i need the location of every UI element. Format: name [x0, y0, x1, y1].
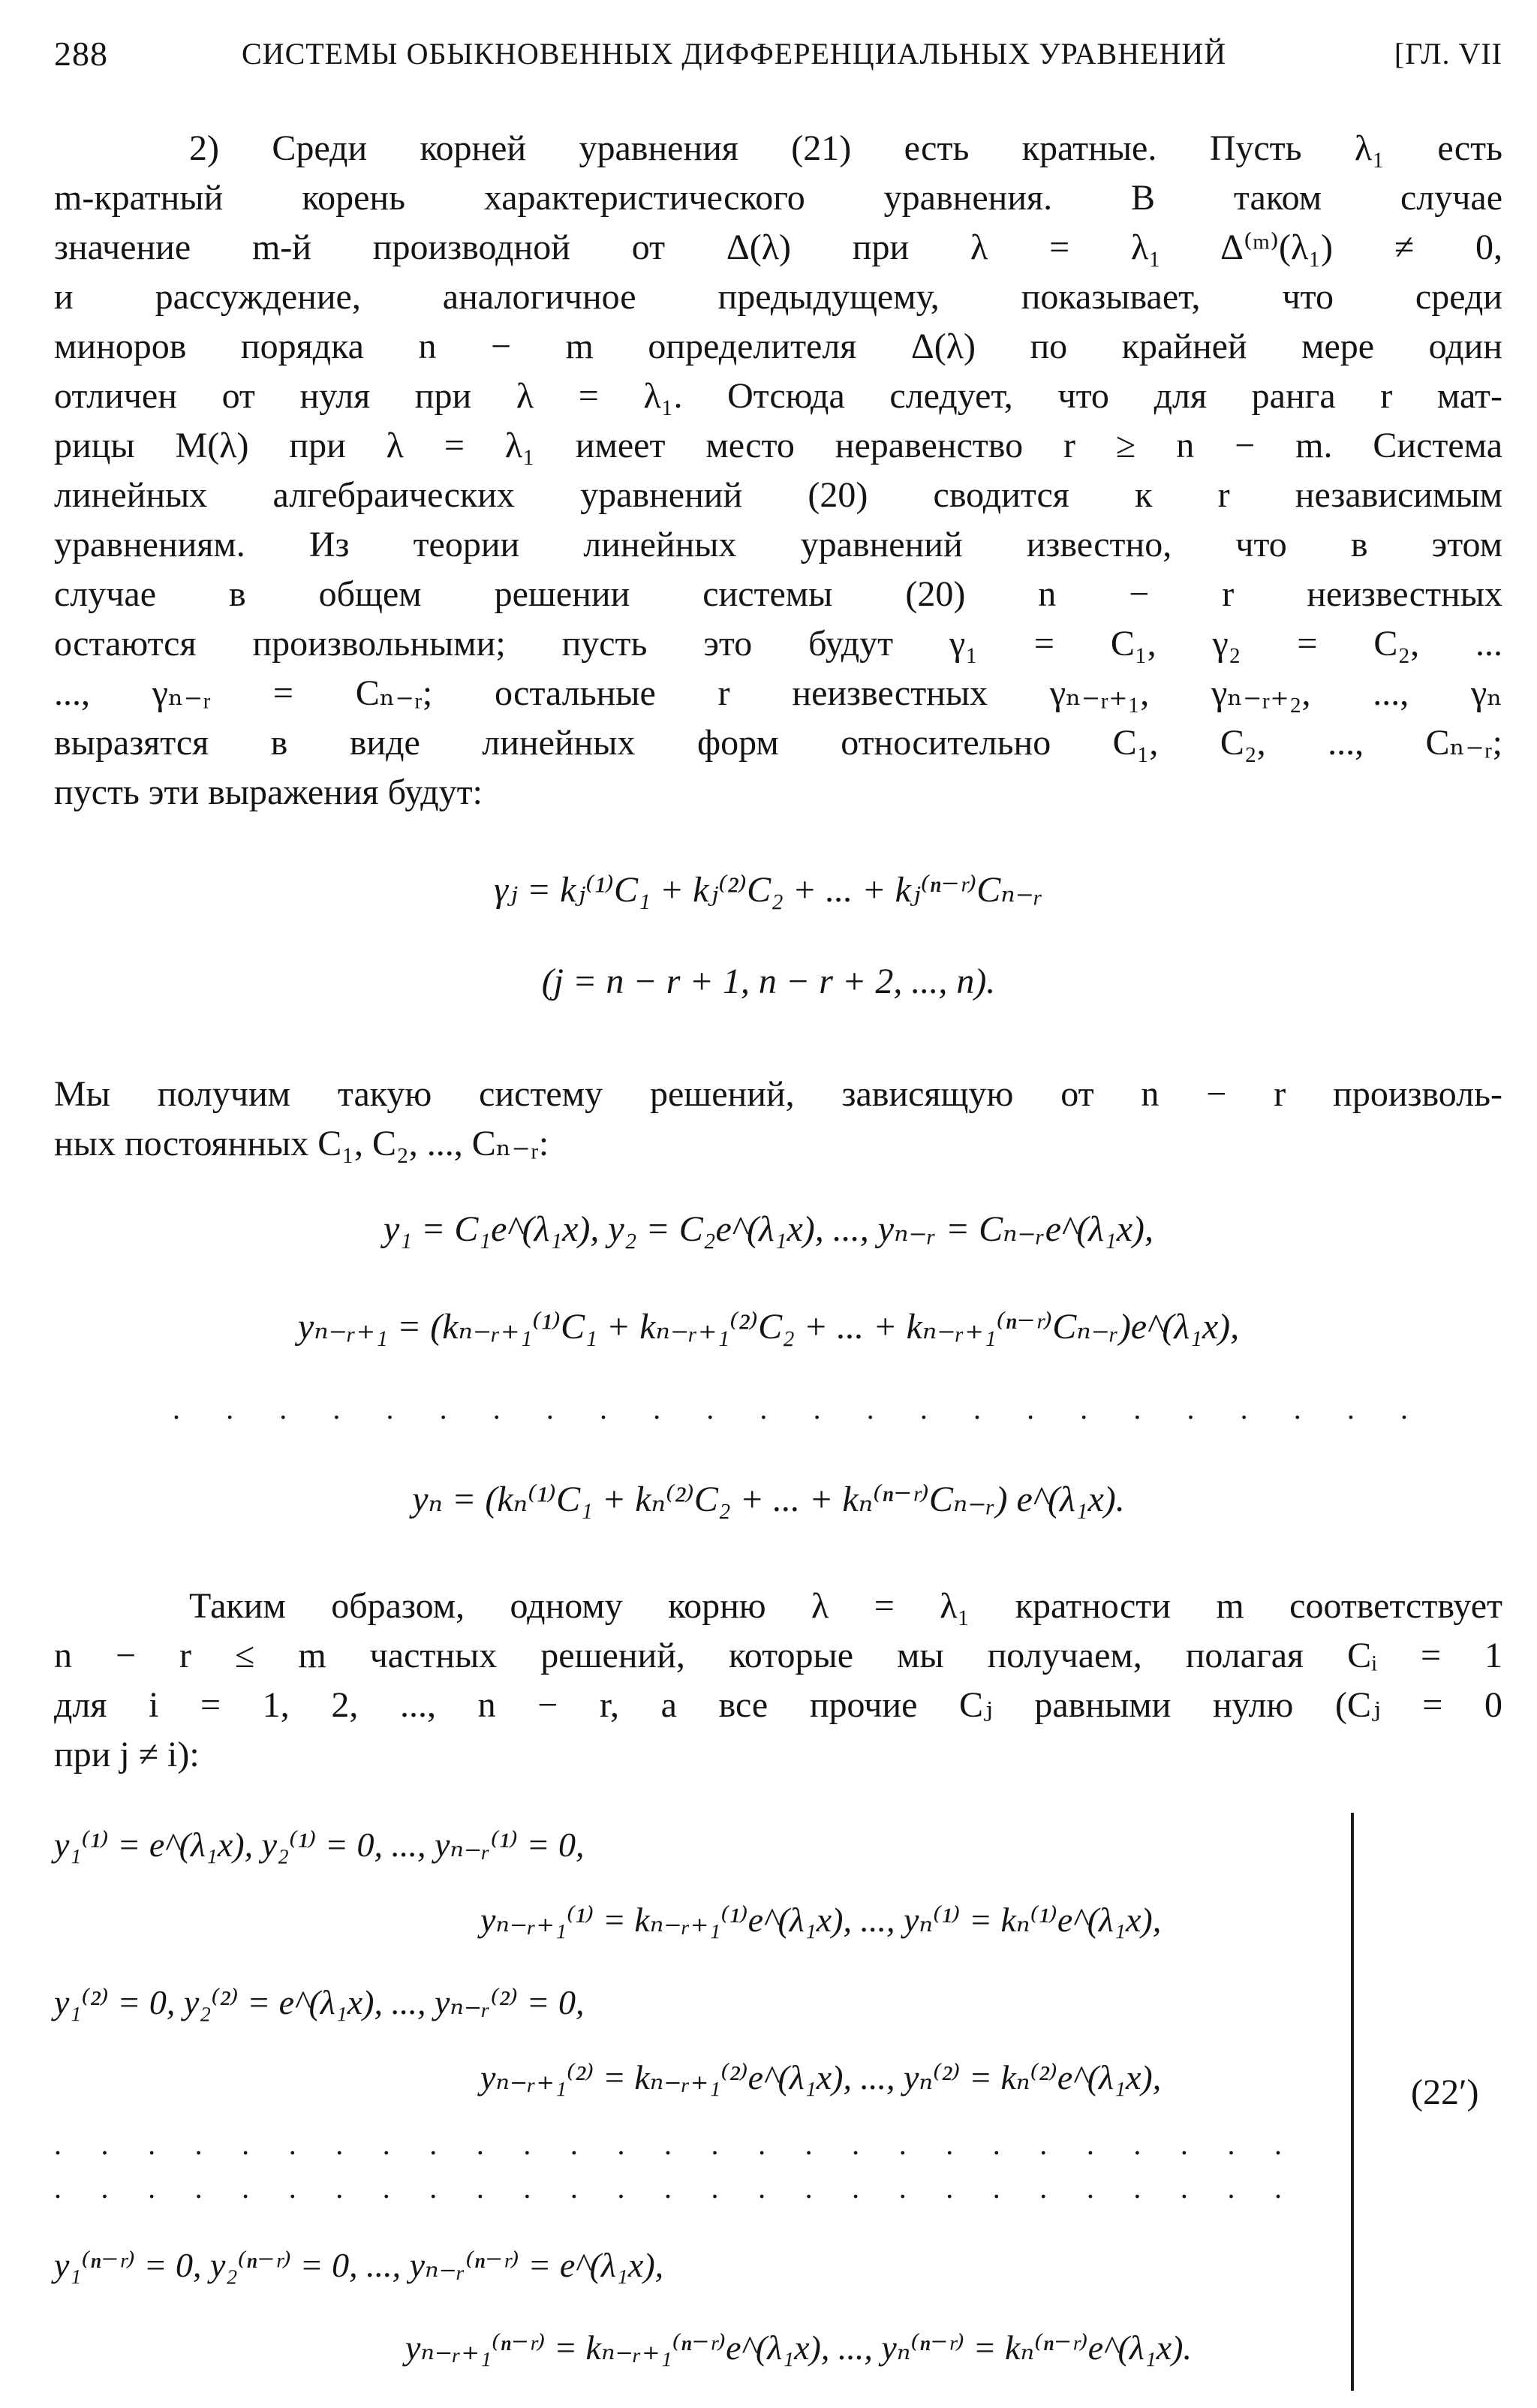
formula-line: yₙ₋ᵣ₊₁⁽²⁾ = kₙ₋ᵣ₊₁⁽²⁾e^(λ₁x), ..., yₙ⁽²⁾ = kₙ⁽²⁾e^(λ₁x),: [480, 2058, 1162, 2096]
text-line: ных постоянных C₁, C₂, ..., Cₙ₋ᵣ:: [54, 1124, 549, 1163]
formula-line: (j = n − r + 1, n − r + 2, ..., n).: [541, 962, 996, 1001]
formula-line: y₁⁽²⁾ = 0, y₂⁽²⁾ = e^(λ₁x), ..., yₙ₋ᵣ⁽²⁾ = 0,: [54, 1983, 585, 2021]
formula-line: yₙ = (kₙ⁽¹⁾C₁ + kₙ⁽²⁾C₂ + ... + kₙ⁽ⁿ⁻ʳ⁾Cₙ₋ᵣ) e^(λ₁x).: [412, 1479, 1125, 1519]
text-line: при j ≠ i):: [54, 1735, 200, 1774]
formula-line: y₁⁽ⁿ⁻ʳ⁾ = 0, y₂⁽ⁿ⁻ʳ⁾ = 0, ..., yₙ₋ᵣ⁽ⁿ⁻ʳ⁾ = e^(λ₁x),: [54, 2246, 664, 2284]
formula-line: y₁⁽¹⁾ = e^(λ₁x), y₂⁽¹⁾ = 0, ..., yₙ₋ᵣ⁽¹⁾ = 0,: [54, 1826, 585, 1864]
ellipsis-row: . . . . . . . . . . . . . . . . . . . . . . . . . . .: [54, 2171, 1285, 2205]
system-brace: [1351, 1813, 1354, 2391]
text-line: пусть эти выражения будут:: [54, 772, 483, 812]
text-line: выразятся в виде линейных форм относительно C₁, C₂, ..., Cₙ₋ᵣ;: [54, 723, 1502, 763]
text-line: случае в общем решении системы (20) n − r неизвестных: [54, 574, 1502, 614]
text-line: 2) Среди корней уравнения (21) есть кратные. Пусть λ₁ есть: [189, 128, 1502, 168]
text-line: и рассуждение, аналогичное предыдущему, показывает, что среди: [54, 277, 1502, 317]
text-line: миноров порядка n − m определителя Δ(λ) по крайней мере один: [54, 327, 1502, 366]
formula-line: yₙ₋ᵣ₊₁⁽ⁿ⁻ʳ⁾ = kₙ₋ᵣ₊₁⁽ⁿ⁻ʳ⁾e^(λ₁x), ..., yₙ⁽ⁿ⁻ʳ⁾ = kₙ⁽ⁿ⁻ʳ⁾e^(λ₁x).: [405, 2328, 1192, 2367]
formula-line: y₁ = C₁e^(λ₁x), y₂ = C₂e^(λ₁x), ..., yₙ₋ᵣ = Cₙ₋ᵣe^(λ₁x),: [383, 1209, 1154, 1249]
formula-line: γⱼ = kⱼ⁽¹⁾C₁ + kⱼ⁽²⁾C₂ + ... + kⱼ⁽ⁿ⁻ʳ⁾Cₙ₋ᵣ: [494, 870, 1043, 910]
text-line: ..., γₙ₋ᵣ = Cₙ₋ᵣ; остальные r неизвестных γₙ₋ᵣ₊₁, γₙ₋ᵣ₊₂, ..., γₙ: [54, 673, 1502, 713]
text-line: рицы M(λ) при λ = λ₁ имеет место неравенство r ≥ n − m. Система: [54, 426, 1502, 465]
text-line: Мы получим такую систему решений, зависящую от n − r произволь-: [54, 1074, 1502, 1114]
text-line: для i = 1, 2, ..., n − r, а все прочие Cⱼ равными нулю (Cⱼ = 0: [54, 1685, 1502, 1725]
chapter-label: [ГЛ. VII: [1394, 37, 1502, 71]
text-line: m-кратный корень характеристического уравнения. В таком случае: [54, 178, 1502, 218]
text-line: остаются произвольными; пусть это будут γ₁ = C₁, γ₂ = C₂, ...: [54, 624, 1502, 664]
text-line: линейных алгебраических уравнений (20) сводится к r независимым: [54, 475, 1502, 515]
text-line: уравнениям. Из теории линейных уравнений известно, что в этом: [54, 525, 1502, 564]
chapter-title: СИСТЕМЫ ОБЫКНОВЕННЫХ ДИФФЕРЕНЦИАЛЬНЫХ УРАВНЕНИЙ: [242, 37, 1227, 71]
equation-number: (22′): [1411, 2072, 1479, 2112]
running-header: [54, 32, 1502, 77]
text-line: отличен от нуля при λ = λ₁. Отсюда следует, что для ранга r мат-: [54, 376, 1502, 416]
text-line: значение m-й производной от Δ(λ) при λ = λ₁ Δ⁽ᵐ⁾(λ₁) ≠ 0,: [54, 227, 1502, 267]
ellipsis-row: . . . . . . . . . . . . . . . . . . . . . . . .: [173, 1392, 1411, 1425]
text-line: Таким образом, одному корню λ = λ₁ кратности m соответствует: [189, 1586, 1502, 1626]
formula-line: yₙ₋ᵣ₊₁ = (kₙ₋ᵣ₊₁⁽¹⁾C₁ + kₙ₋ᵣ₊₁⁽²⁾C₂ + ... + kₙ₋ᵣ₊₁⁽ⁿ⁻ʳ⁾Cₙ₋ᵣ)e^(λ₁x),: [297, 1307, 1240, 1347]
text-line: n − r ≤ m частных решений, которые мы получаем, полагая Cᵢ = 1: [54, 1636, 1502, 1675]
ellipsis-row: . . . . . . . . . . . . . . . . . . . . . . . . . . .: [54, 2127, 1285, 2161]
page-number: 288: [54, 35, 108, 73]
formula-line: yₙ₋ᵣ₊₁⁽¹⁾ = kₙ₋ᵣ₊₁⁽¹⁾e^(λ₁x), ..., yₙ⁽¹⁾ = kₙ⁽¹⁾e^(λ₁x),: [480, 1901, 1162, 1939]
